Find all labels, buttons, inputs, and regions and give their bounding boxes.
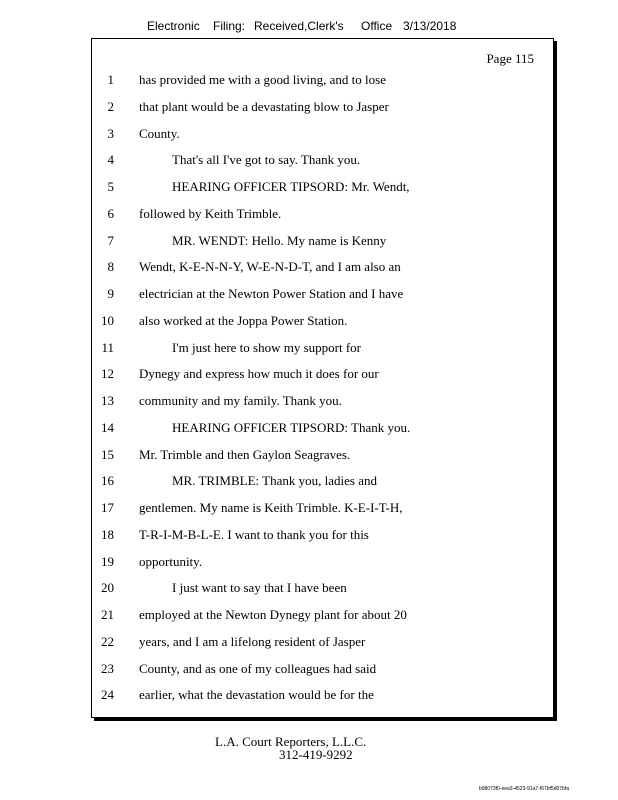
line-number: 23 [101,660,114,676]
document-id: b98073f0-eea3-4523-91a7-f67bf5d07bfa [478,786,569,792]
transcript-line [92,179,553,199]
line-text: That's all I've got to say. Thank you. [172,152,361,168]
line-number: 12 [101,366,114,382]
transcript-line [92,72,553,92]
footer-company: L.A. Court Reporters, L.L.C. [215,734,367,749]
transcript-line [92,126,553,146]
line-text: HEARING OFFICER TIPSORD: Thank you. [172,419,411,435]
line-number: 5 [107,179,114,194]
line-text: earlier, what the devastation would be for the [139,687,374,703]
transcript-line [92,473,553,493]
transcript-line [92,661,553,681]
line-number: 1 [107,72,114,87]
line-number: 19 [101,553,114,569]
transcript-page [91,38,554,718]
line-number: 7 [107,232,114,248]
transcript-line [92,500,553,520]
line-number: 9 [107,286,114,301]
line-text: I just want to say that I have been [172,580,347,596]
line-text: gentlemen. My name is Keith Trimble. K-E-I-T-H, [139,500,403,515]
transcript-line [92,340,553,360]
stamp-received: Received,Clerk's [254,19,344,33]
line-number: 10 [101,312,114,328]
line-text: I'm just here to show my support for [172,339,362,355]
line-text: opportunity. [139,553,203,569]
transcript-line [92,634,553,654]
transcript-line [92,313,553,333]
page-number: Page 115 [486,51,534,66]
transcript-line [92,447,553,467]
transcript-line [92,393,553,413]
transcript-line [92,286,553,306]
transcript-line [92,259,553,279]
transcript-line [92,580,553,600]
transcript-line [92,554,553,574]
line-number: 17 [101,500,114,515]
line-number: 18 [101,526,114,542]
line-number: 4 [107,152,114,168]
line-text: T-R-I-M-B-L-E. I want to thank you for this [139,526,369,542]
footer-phone: 312-419-9292 [279,747,353,762]
line-number: 24 [101,687,114,703]
line-text: employed at the Newton Dynegy plant for about 20 [139,607,407,622]
stamp-date: 3/13/2018 [403,19,457,33]
line-number: 20 [101,580,114,596]
line-text: MR. TRIMBLE: Thank you, ladies and [172,473,377,489]
transcript-line [92,233,553,253]
transcript-line [92,366,553,386]
filing-stamp [0,19,618,37]
line-number: 14 [101,419,114,435]
transcript-line [92,206,553,226]
line-text: also worked at the Joppa Power Station. [139,312,348,328]
line-text: that plant would be a devastating blow to Jasper [139,98,389,114]
stamp-office: Office [361,19,393,33]
transcript-line [92,687,553,707]
line-text: years, and I am a lifelong resident of Jasper [139,633,366,649]
line-text: County, and as one of my colleagues had said [139,660,377,676]
line-text: community and my family. Thank you. [139,393,342,408]
line-number: 2 [107,98,114,114]
line-text: has provided me with a good living, and to lose [139,72,386,87]
line-number: 11 [101,339,114,355]
line-number: 21 [101,607,114,622]
transcript-line [92,420,553,440]
line-number: 22 [101,633,114,649]
line-text: Wendt, K-E-N-N-Y, W-E-N-D-T, and I am also an [139,259,401,275]
stamp-electronic: Electronic [147,19,200,33]
line-text: Mr. Trimble and then Gaylon Seagraves. [139,446,351,462]
line-number: 13 [101,393,114,408]
line-text: followed by Keith Trimble. [139,205,282,221]
line-text: MR. WENDT: Hello. My name is Kenny [172,232,387,248]
line-text: Dynegy and express how much it does for our [139,366,379,382]
line-text: electrician at the Newton Power Station and I have [139,286,404,301]
line-number: 6 [107,205,114,221]
transcript-line [92,607,553,627]
line-number: 3 [107,125,114,141]
line-number: 15 [101,446,114,462]
line-text: HEARING OFFICER TIPSORD: Mr. Wendt, [172,179,410,194]
transcript-line [92,99,553,119]
line-text: County. [139,125,180,141]
line-number: 16 [101,473,114,489]
line-number: 8 [107,259,114,275]
transcript-line [92,527,553,547]
transcript-line [92,152,553,172]
stamp-filing: Filing: [213,19,246,33]
